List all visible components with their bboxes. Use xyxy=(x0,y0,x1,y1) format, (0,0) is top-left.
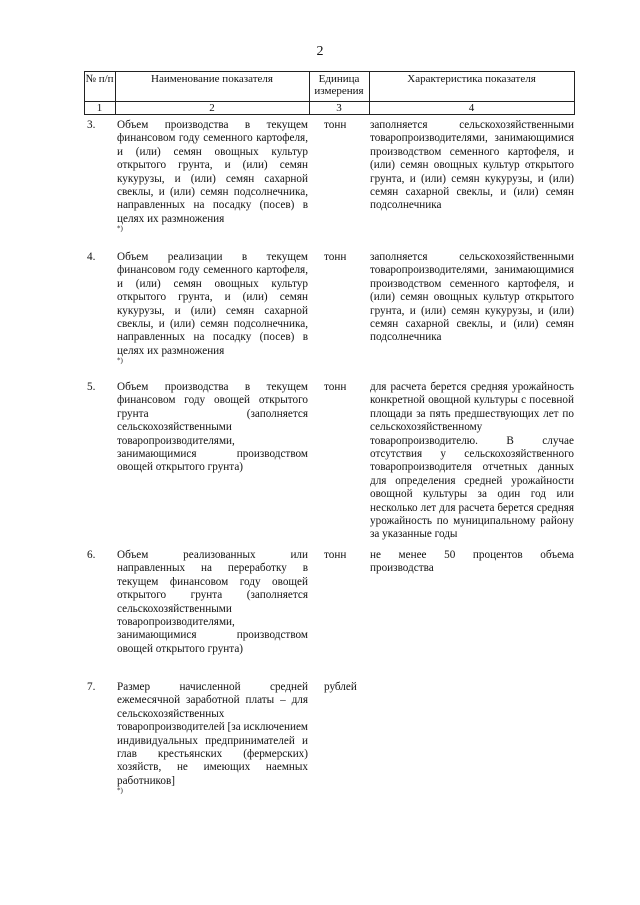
row-unit: рублей xyxy=(324,681,357,693)
header-index-2: 2 xyxy=(209,102,215,114)
row-unit: тонн xyxy=(324,119,347,131)
row-description: заполняется сельскохозяйственными товаропроизводителями, занимающимися производством семенного картофеля, и (или) семян овощных культур открытого грунта, и (или) семян кукурузы, и (или) семян сахарной свеклы, и (или) семян подсолнечника xyxy=(370,119,574,212)
footnote-mark: *) xyxy=(117,356,123,365)
row-unit: тонн xyxy=(324,381,347,393)
row-name: Объем реализованных или направленных на переработку в текущем финансовом году овощей открытого грунта (заполняется сельскохозяйственными товаропроизводителями, занимающимися производством овощей открытого грунта) xyxy=(117,549,308,655)
header-index-3: 3 xyxy=(336,102,342,114)
row-number: 4. xyxy=(87,251,96,263)
page-number: 2 xyxy=(316,44,324,59)
row-description: для расчета берется средняя урожайность конкретной овощной культуры с посевной площади за пять предшествующих лет по сельскохозяйственному товаропроизводителю. В случае отсутствия у сельскохозяйственного товаропроизводителя отчетных данных для определения средней урожайности овощной культуры за один год или несколько лет для расчета берется средняя урожайность по муниципальному району за указанные годы xyxy=(370,381,574,541)
row-number: 6. xyxy=(87,549,96,561)
footnote-mark: *) xyxy=(117,224,123,233)
footnote-mark: *) xyxy=(117,786,123,795)
row-unit: тонн xyxy=(324,251,347,263)
row-number: 5. xyxy=(87,381,96,393)
row-number: 7. xyxy=(87,681,96,693)
row-unit: тонн xyxy=(324,549,347,561)
header-unit: Единица измерения xyxy=(314,73,364,97)
header-num: № п/п xyxy=(85,73,114,85)
row-name: Объем производства в текущем финансовом году овощей открытого грунта (заполняется сельскохозяйственными товаропроизводителями, занимающимися производством овощей открытого грунта) xyxy=(117,381,308,474)
header-index-4: 4 xyxy=(468,102,475,114)
header-desc: Характеристика показателя xyxy=(407,73,536,85)
header-name: Наименование показателя xyxy=(151,73,273,85)
row-name: Объем производства в текущем финансовом году семенного картофеля, и (или) семян овощных культур открытого грунта, и (или) семян кукурузы, и (или) семян сахарной свеклы, и (или) семян подсолнечника, направленных на посадку (посев) в целях их размножения *) xyxy=(117,119,308,233)
row-description: заполняется сельскохозяйственными товаропроизводителями, занимающимися производством семенного картофеля, и (или) семян овощных культур открытого грунта, и (или) семян кукурузы, и (или) семян сахарной свеклы, и (или) семян подсолнечника xyxy=(370,251,574,344)
row-number: 3. xyxy=(87,119,96,131)
header-index-1: 1 xyxy=(96,102,103,114)
row-name: Объем реализации в текущем финансовом году семенного картофеля, и (или) семян овощных культур открытого грунта, и (или) семян кукурузы, и (или) семян сахарной свеклы, и (или) семян подсолнечника, направленных на посадку (посев) в целях их размножения *) xyxy=(117,251,308,365)
row-name: Размер начисленной средней ежемесячной заработной платы – для сельскохозяйственных товаропроизводителей [за исключением индивидуальных предпринимателей и глав крестьянских (фермерских) хозяйств, не имеющих наемных работников] *) xyxy=(117,681,308,795)
row-description: не менее 50 процентов объема производства xyxy=(370,549,574,575)
table-header xyxy=(84,71,575,115)
